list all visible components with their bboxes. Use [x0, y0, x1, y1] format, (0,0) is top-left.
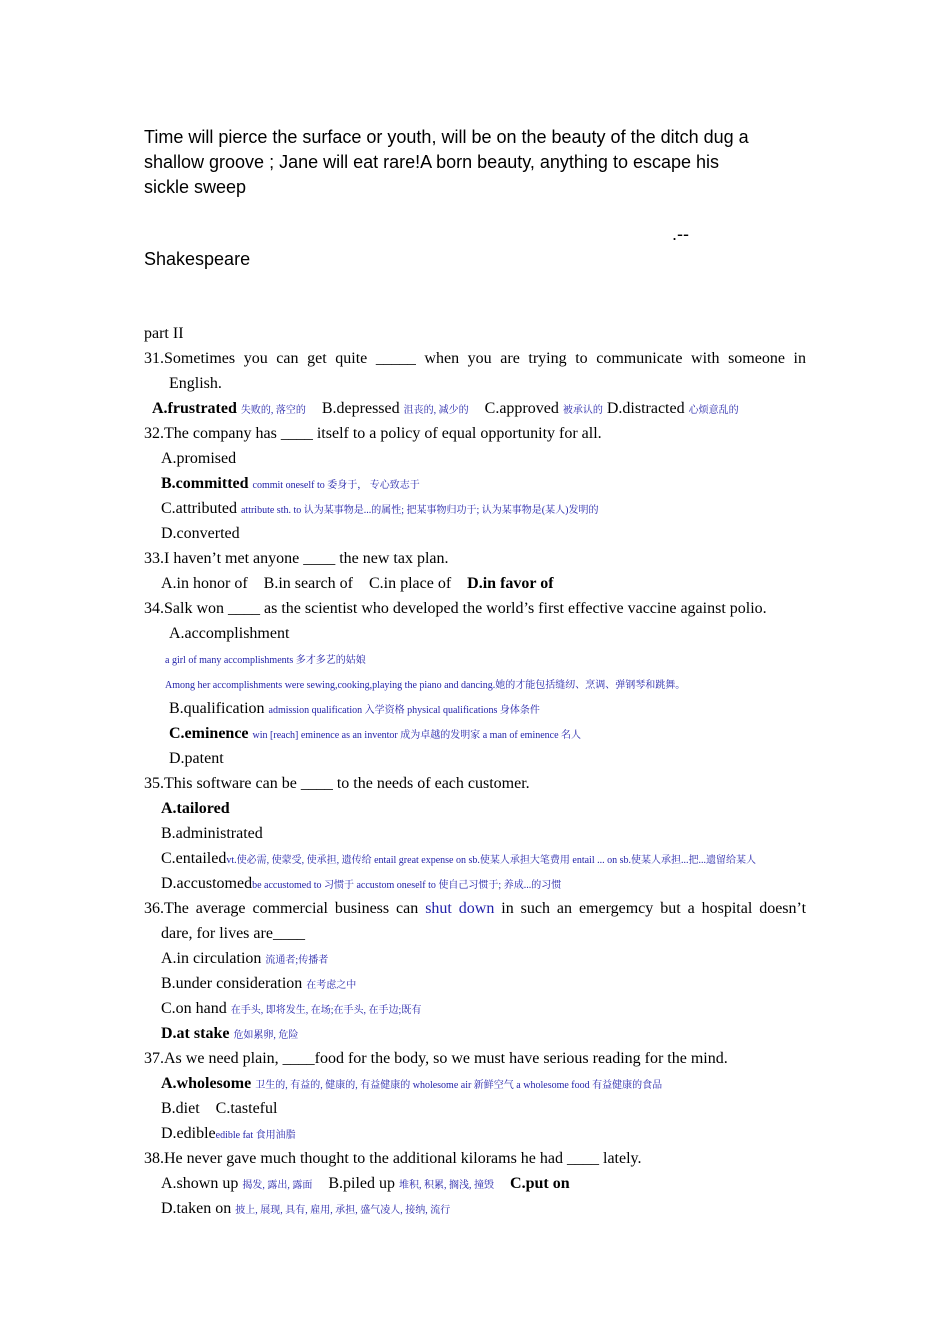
quote-line: shallow groove ; Jane will eat rare!A born beauty, anything to escape his [144, 152, 720, 172]
quote-line: Time will pierce the surface or youth, will be on the beauty of the ditch dug a [144, 127, 749, 147]
quote-line: sickle sweep [144, 177, 247, 197]
option-c: C.put on [510, 1175, 570, 1192]
question-34-option-c [144, 721, 806, 746]
highlighted-phrase: shut down [425, 900, 495, 917]
option-c-note: vt.使必需, 使蒙受, 使承担, 遗传给 entail great expense on sb.使某人承担大笔费用 entail ... on sb.使某人承担...把...遗留给某人 [226, 855, 756, 866]
option-a-note: 卫生的, 有益的, 健康的, 有益健康的 wholesome air 新鲜空气 a wholesome food 有益健康的食品 [255, 1080, 663, 1091]
question-32-option-b [144, 471, 806, 496]
option-c: C.eminence [169, 725, 249, 742]
option-b-note: admission qualification 入学资格 physical qualifications 身体条件 [268, 705, 540, 716]
option-a-note: 失败的, 落空的 [240, 405, 306, 416]
option-b: B.piled up [328, 1175, 396, 1192]
quote-dash: .-- [672, 224, 689, 244]
option-c: C.entailed [161, 850, 227, 867]
option-a: A.wholesome [161, 1075, 252, 1092]
question-38-option-d [144, 1196, 806, 1221]
question-38-stem: 38.He never gave much thought to the additional kilorams he had ____ lately. [144, 1150, 642, 1167]
option-b-note: 在考虑之中 [306, 980, 357, 991]
option-d-note: 披上, 展现, 具有, 雇用, 承担, 盛气凌人, 接纳, 流行 [235, 1205, 451, 1216]
option-b: B.diet [161, 1100, 200, 1117]
option-b: B.in search of [263, 575, 353, 592]
option-c: C.tasteful [215, 1100, 278, 1117]
option-a-note: 揭发, 露出, 露面 [242, 1180, 313, 1191]
exam-content [144, 321, 806, 1221]
option-d: D.accustomed [161, 875, 253, 892]
option-b: B.qualification [169, 700, 265, 717]
question-31-options [144, 396, 806, 421]
option-c-note: attribute sth. to 认为某事物是...的属性; 把某事物归功于; 认为某事物是(某人)发明的 [240, 505, 599, 516]
question-38-options-abc [144, 1171, 806, 1196]
option-c: C.in place of [368, 575, 452, 592]
option-b: B.committed [161, 475, 249, 492]
option-d-note: 危如累卵, 危险 [233, 1030, 299, 1041]
question-35-option-a [144, 796, 806, 821]
option-a: A.promised [161, 450, 237, 467]
option-d: D.in favor of [467, 575, 554, 592]
question-35-option-c [144, 846, 806, 871]
option-c: C.attributed [161, 500, 237, 517]
option-d: D.patent [169, 750, 224, 767]
question-36-option-d [144, 1021, 806, 1046]
option-b: B.under consideration [161, 975, 303, 992]
question-37-option-d [144, 1121, 806, 1146]
option-d-note: 心烦意乱的 [688, 405, 739, 416]
question-36-stem: 36.The average commercial business can shut down in such an emergemcy but a hospital doesn’t [144, 900, 807, 917]
option-a: A.in circulation [161, 950, 262, 967]
option-d: D.distracted [606, 400, 685, 417]
option-c-note: 被承认的 [562, 405, 603, 416]
option-c: C.approved [484, 400, 559, 417]
question-36-option-c [144, 996, 806, 1021]
option-c: C.on hand [161, 1000, 227, 1017]
option-b-note: 沮丧的, 减少的 [403, 405, 469, 416]
option-d: D.edible [161, 1125, 216, 1142]
question-36-stem-cont: dare, for lives are____ [161, 925, 305, 942]
question-37-option-a [144, 1071, 806, 1096]
option-a: A.in honor of [161, 575, 248, 592]
option-b: B.depressed [321, 400, 400, 417]
option-a: A.frustrated [152, 400, 237, 417]
option-d-note: be accustomed to 习惯于 accustom oneself to 使自己习惯于; 养成...的习惯 [252, 880, 562, 891]
option-a: A.shown up [161, 1175, 239, 1192]
part-heading: part II [144, 325, 184, 342]
quote-author: Shakespeare [144, 249, 251, 269]
question-31-stem-cont: English. [169, 375, 222, 392]
option-b-note: commit oneself to 委身于， 专心致志于 [252, 480, 420, 491]
question-34-stem: 34.Salk won ____ as the scientist who developed the world’s first effective vaccine against polio. [144, 600, 767, 617]
question-32-stem: 32.The company has ____ itself to a policy of equal opportunity for all. [144, 425, 602, 442]
option-a: A.tailored [161, 800, 230, 817]
option-b: B.administrated [161, 825, 263, 842]
question-33-options [144, 571, 806, 596]
option-b-note: 堆积, 积累, 搁浅, 撞毁 [399, 1180, 495, 1191]
question-32-option-c [144, 496, 806, 521]
option-c-note: 在手头, 即将发生, 在场;在手头, 在手边;既有 [230, 1005, 422, 1016]
option-d-note: edible fat 食用油脂 [215, 1130, 296, 1141]
question-33-stem: 33.I haven’t met anyone ____ the new tax plan. [144, 550, 449, 567]
option-d: D.at stake [161, 1025, 230, 1042]
option-c-note: win [reach] eminence as an inventor 成为卓越的发明家 a man of eminence 名人 [252, 730, 582, 741]
option-a-note: Among her accomplishments were sewing,cooking,playing the piano and dancing.她的才能包括缝纫、烹调、弹钢琴和跳舞。 [165, 680, 686, 691]
option-a: A.accomplishment [169, 625, 290, 642]
question-36-option-a [144, 946, 806, 971]
option-d: D.converted [161, 525, 240, 542]
question-35-option-d [144, 871, 806, 896]
question-36-option-b [144, 971, 806, 996]
quote-text [144, 125, 804, 200]
option-a-note: 流通者;传播者 [265, 955, 329, 966]
question-37-stem: 37.As we need plain, ____food for the body, so we must have serious reading for the mind. [144, 1050, 728, 1067]
option-a-note: a girl of many accomplishments 多才多艺的姑娘 [165, 655, 366, 666]
question-35-stem: 35.This software can be ____ to the needs of each customer. [144, 775, 530, 792]
question-31-stem: 31.Sometimes you can get quite _____ when you are trying to communicate with someone in [144, 350, 806, 367]
question-37-options-bc [144, 1096, 806, 1121]
option-d: D.taken on [161, 1200, 232, 1217]
question-34-option-b [144, 696, 806, 721]
